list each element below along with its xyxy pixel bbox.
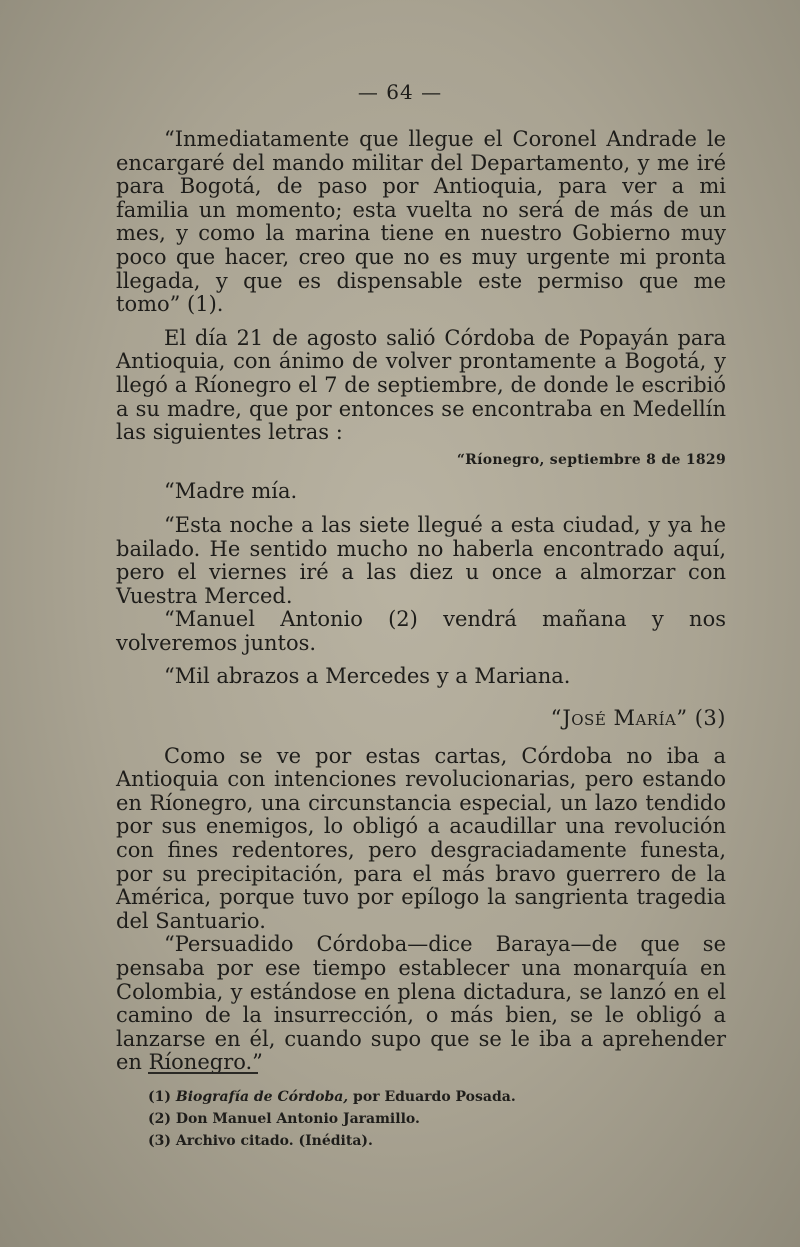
footnote-3: (3) Archivo citado. (Inédita). [148, 1133, 373, 1149]
footnote-1-author: por Eduardo Posada. [348, 1089, 516, 1105]
page-number: — 64 — [357, 80, 443, 104]
paragraph-departure: El día 21 de agosto salió Córdoba de Popayán para Antioquia, con ánimo de volver prontamente a Bogotá, y llegó a Ríonegro el 7 de septiembre, de donde le escribió a su madre, que por entonces se encontraba en Medellín las siguientes letras : [116, 325, 726, 445]
footnote-2: (2) Don Manuel Antonio Jaramillo. [148, 1111, 420, 1127]
paragraph-quote-andrade: “Inmediatamente que llegue el Coronel Andrade le encargaré del mando militar del Departamento, y me iré para Bogotá, de paso por Antioquia, para ver a mi familia un momento; esta vuelta no será de más de un mes, y como la marina tiene en nuestro Gobierno muy poco que hacer, creo que no es muy urgente mi pronta llegada, y que es dispensable este permiso que me tomo” (1). [116, 127, 726, 317]
letter-dateline: “Ríonegro, septiembre 8 de 1829 [456, 451, 726, 468]
footnote-1-title: Biografía de Córdoba, [175, 1089, 349, 1105]
paragraph-baraya-quote: “Persuadido Córdoba—dice Baraya—de que se pensaba por ese tiempo establecer una monarquía en Colombia, y estándose en plena dictadura, se lanzó en el camino de la insurrección, o más bien, se le obligó a lanzarse en él, cuando supo que se le iba a aprehender en Ríonegro.” [116, 932, 726, 1075]
paragraph-analysis: Como se ve por estas cartas, Córdoba no iba a Antioquia con intenciones revolucionarias, pero estando en Ríonegro, una circunstancia especial, un lazo tendido por sus enemigos, lo obligó a acaudillar una revolución con fines redentores, pero desgraciadamente funesta, por su precipitación, para el más bravo guerrero de la América, porque tuvo por epílogo la sangrienta tragedia del Santuario. [116, 743, 726, 933]
page-body [116, 128, 726, 1075]
letter-line: “Esta noche a las siete llegué a esta ciudad, y ya he bailado. He sentido mucho no haberla encontrado aquí, pero el viernes iré a las diez u once a almorzar con Vuestra Merced. [116, 512, 726, 608]
letter-line: “Mil abrazos a Mercedes y a Mariana. [164, 664, 571, 689]
footnote-divider [148, 1072, 258, 1074]
footnote-1 [148, 1086, 708, 1108]
letter-line: “Manuel Antonio (2) vendrá mañana y nos volveremos juntos. [116, 607, 726, 655]
letter-salutation: “Madre mía. [164, 479, 298, 504]
footnotes [148, 1086, 708, 1152]
letter-signature: “José María” (3) [550, 706, 726, 731]
footnote-1-number: (1) [148, 1089, 176, 1105]
